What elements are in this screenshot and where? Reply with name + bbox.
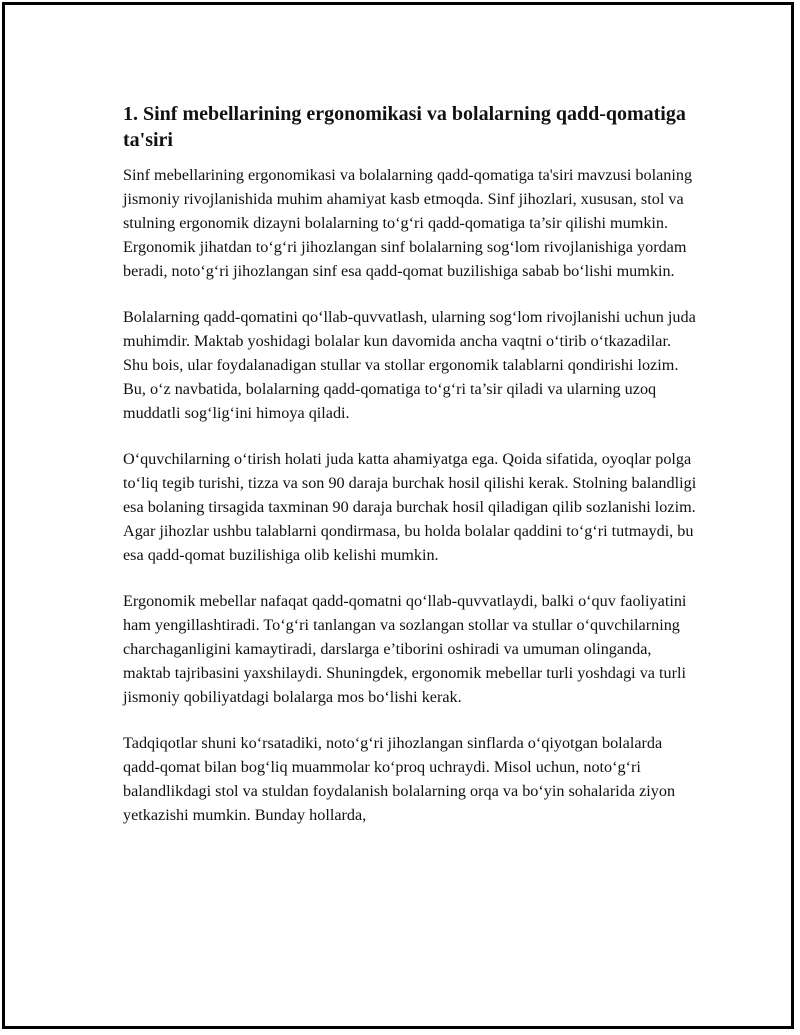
paragraph-2: Bolalarning qadd-qomatini qo‘llab-quvvatlash, ularning sog‘lom rivojlanishi uchun juda muhimdir. Maktab yoshidagi bolalar kun davomida ancha vaqtni o‘tirib o‘tkazadilar. Shu bois, ular foydalanadigan stullar va stollar ergonomik talablarni qondirishi lozim. Bu, o‘z navbatida, bolalarning qadd-qomatiga to‘g‘ri ta’sir qiladi va ularning uzoq muddatli sog‘lig‘ini himoya qiladi. bbox=[123, 308, 696, 422]
section-heading: 1. Sinf mebellarining ergonomikasi va bolalarning qadd-qomatiga ta'siri bbox=[123, 103, 686, 151]
paragraph-1: Sinf mebellarining ergonomikasi va bolalarning qadd-qomatiga ta'siri mavzusi bolaning jismoniy rivojlanishida muhim ahamiyat kasb etmoqda. Sinf jihozlari, xususan, stol va stulning ergonomik dizayni bolalarning to‘g‘ri qadd-qomatiga ta’sir qilishi mumkin. Ergonomik jihatdan to‘g‘ri jihozlangan sinf bolalarning sog‘lom rivojlanishiga yordam beradi, noto‘g‘ri jihozlangan sinf esa qadd-qomat buzilishiga sabab bo‘lishi mumkin. bbox=[123, 166, 693, 280]
page-frame bbox=[2, 2, 794, 1029]
document-body bbox=[123, 101, 698, 849]
paragraph-3: O‘quvchilarning o‘tirish holati juda katta ahamiyatga ega. Qoida sifatida, oyoqlar polga to‘liq tegib turishi, tizza va son 90 daraja burchak hosil qilishi kerak. Stolning balandligi esa bolaning tirsagida taxminan 90 daraja burchak hosil qiladigan qilib sozlanishi lozim. Agar jihozlar ushbu talablarni qondirmasa, bu holda bolalar qaddini to‘g‘ri tutmaydi, bu esa qadd-qomat buzilishiga olib kelishi mumkin. bbox=[123, 450, 697, 564]
paragraph-4: Ergonomik mebellar nafaqat qadd-qomatni qo‘llab-quvvatlaydi, balki o‘quv faoliyatini ham yengillashtiradi. To‘g‘ri tanlangan va sozlangan stollar va stullar o‘quvchilarning charchaganligini kamaytiradi, darslarga e’tiborini oshiradi va umuman olinganda, maktab tajribasini yaxshilaydi. Shuningdek, ergonomik mebellar turli yoshdagi va turli jismoniy qobiliyatdagi bolalarga mos bo‘lishi kerak. bbox=[123, 592, 687, 706]
paragraph-5: Tadqiqotlar shuni ko‘rsatadiki, noto‘g‘ri jihozlangan sinflarda o‘qiyotgan bolalarda qadd-qomat bilan bog‘liq muammolar ko‘proq uchraydi. Misol uchun, noto‘g‘ri balandlikdagi stol va stuldan foydalanish bolalarning orqa va bo‘yin sohalarida ziyon yetkazishi mumkin. Bunday hollarda, bbox=[123, 734, 676, 824]
